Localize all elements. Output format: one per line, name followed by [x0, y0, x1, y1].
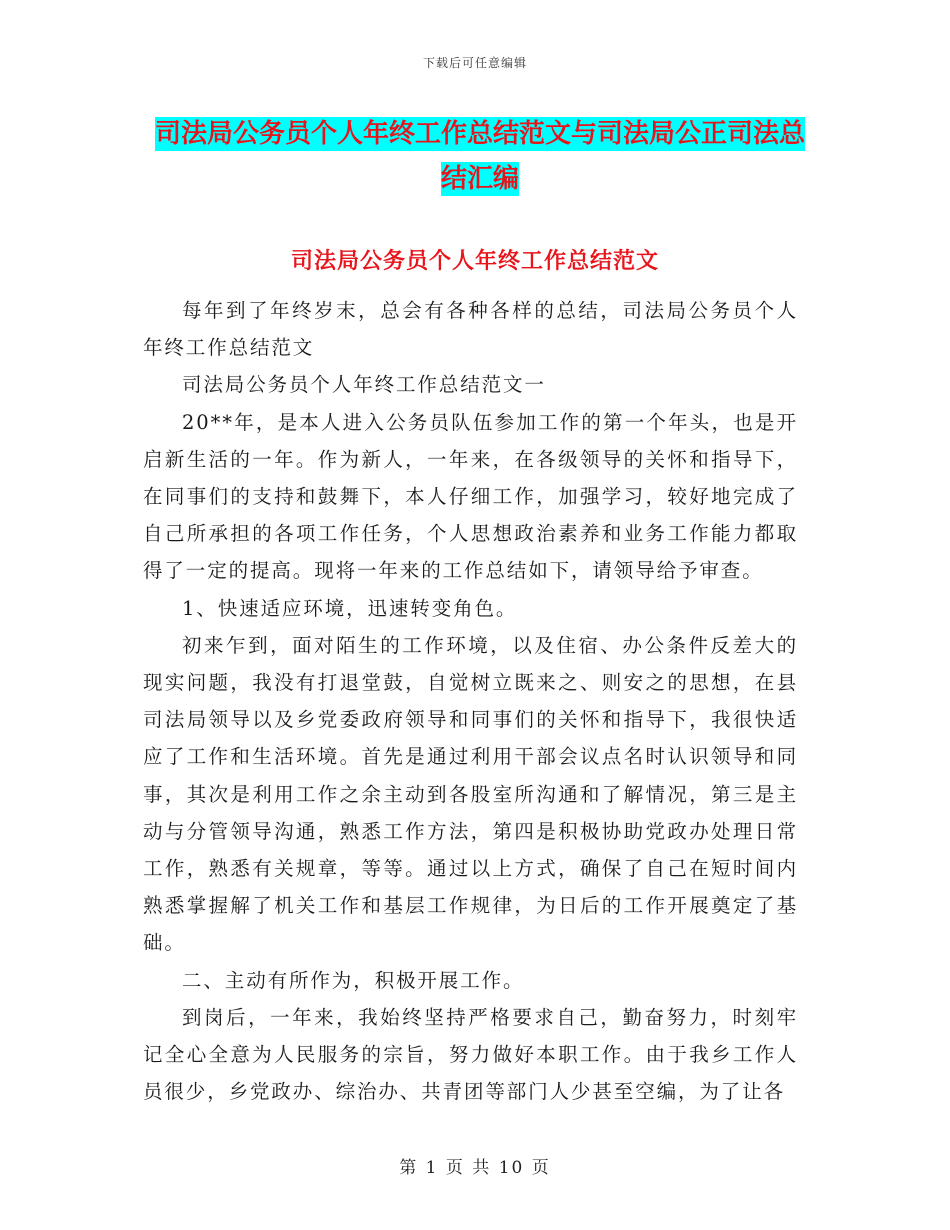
paragraph: 初来乍到，面对陌生的工作环境，以及住宿、办公条件反差大的现实问题，我没有打退堂鼓，自觉树立既来之、则安之的思想，在县司法局领导以及乡党委政府领导和同事们的关怀和指导下，我很快适应了工作和生活环境。首先是通过利用干部会议点名时认识领导和同事，其次是利用工作之余主动到各股室所沟通和了解情况，第三是主动与分管领导沟通，熟悉工作方法，第四是积极协助党政办处理日常工作，熟悉有关规章，等等。通过以上方式，确保了自己在短时间内熟悉掌握解了机关工作和基层工作规律，为日后的工作开展奠定了基础。 [143, 633, 798, 955]
page-footer: 第 1 页 共 10 页 [399, 1158, 551, 1178]
paragraph: 每年到了年终岁末，总会有各种各样的总结，司法局公务员个人年终工作总结范文 [143, 299, 798, 360]
paragraph: 二、主动有所作为，积极开展工作。 [182, 968, 525, 992]
document-title-text: 司法局公务员个人年终工作总结范文与司法局公正司法总结汇编 [154, 119, 805, 194]
document-body [143, 292, 798, 1110]
section-title: 司法局公务员个人年终工作总结范文 [290, 249, 659, 274]
document-title [150, 112, 810, 202]
paragraph: 司法局公务员个人年终工作总结范文一 [182, 373, 546, 397]
paragraph: 1、快速适应环境，迅速转变角色。 [182, 596, 518, 620]
page-header-note: 下载后可任意编辑 [422, 56, 527, 70]
paragraph: 到岗后，一年来，我始终坚持严格要求自己，勤奋努力，时刻牢记全心全意为人民服务的宗旨，努力做好本职工作。由于我乡工作人员很少，乡党政办、综治办、共青团等部门人少甚至空编，为了让各 [143, 1005, 798, 1104]
paragraph: 20**年，是本人进入公务员队伍参加工作的第一个年头，也是开启新生活的一年。作为新人，一年来，在各级领导的关怀和指导下，在同事们的支持和鼓舞下，本人仔细工作，加强学习，较好地完成了自己所承担的各项工作任务，个人思想政治素养和业务工作能力都取得了一定的提高。现将一年来的工作总结如下，请领导给予审查。 [143, 410, 798, 583]
